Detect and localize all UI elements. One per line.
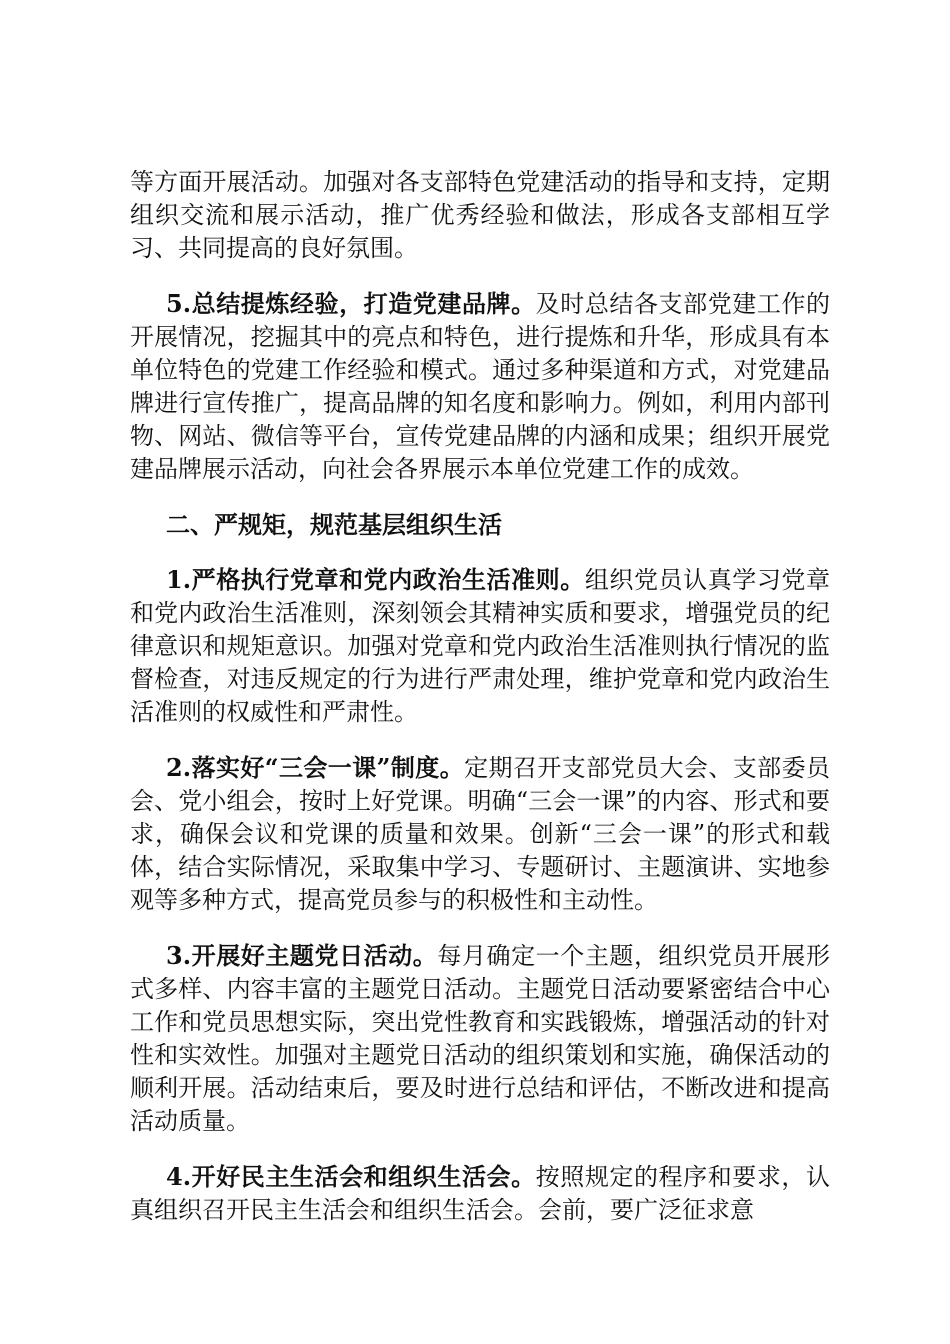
- section-heading: 二、严规矩，规范基层组织生活: [166, 510, 502, 539]
- paragraph-lead: 2.落实好“三会一课”制度。: [166, 753, 465, 782]
- paragraph-text: 定期召开支部党员大会、支部委员会、党小组会，按时上好党课。明确“三会一课”的内容、形式和要求，确保会议和党课的质量和效果。创新“三会一课”的形式和载体，结合实际情况，采取集中学习、专题研讨、主题演讲、实地参观等多种方式，提高党员参与的积极性和主动性。: [130, 754, 830, 914]
- paragraph-text: 及时总结各支部党建工作的开展情况，挖掘其中的亮点和特色，进行提炼和升华，形成具有本单位特色的党建工作经验和模式。通过多种渠道和方式，对党建品牌进行宣传推广，提高品牌的知名度和影响力。例如，利用内部刊物、网站、微信等平台，宣传党建品牌的内涵和成果；组织开展党建品牌展示活动，向社会各界展示本单位党建工作的成效。: [130, 290, 830, 483]
- paragraph-item-2: [130, 751, 830, 917]
- paragraph-lead: 3.开展好主题党日活动。: [166, 941, 438, 970]
- paragraph-item-3: [130, 939, 830, 1138]
- paragraph-text: 按照规定的程序和要求，认真组织召开民主生活会和组织生活会。会前，要广泛征求意: [130, 1163, 830, 1224]
- paragraph-item-4: [130, 1160, 830, 1227]
- paragraph-lead: 5.总结提炼经验，打造党建品牌。: [166, 289, 536, 318]
- paragraph-continued: [130, 166, 830, 265]
- paragraph-lead: 4.开好民主生活会和组织生活会。: [166, 1162, 536, 1191]
- paragraph-lead: 1.严格执行党章和党内政治生活准则。: [166, 565, 585, 594]
- paragraph-text: 组织党员认真学习党章和党内政治生活准则，深刻领会其精神实质和要求，增强党员的纪律意识和规矩意识。加强对党章和党内政治生活准则执行情况的监督检查，对违反规定的行为进行严肃处理，维护党章和党内政治生活准则的权威性和严肃性。: [130, 566, 830, 726]
- paragraph-item-1: [130, 563, 830, 729]
- paragraph-text: 每月确定一个主题，组织党员开展形式多样、内容丰富的主题党日活动。主题党日活动要紧密结合中心工作和党员思想实际，突出党性教育和实践锻炼，增强活动的针对性和实效性。加强对主题党日活动的组织策划和实施，确保活动的顺利开展。活动结束后，要及时进行总结和评估，不断改进和提高活动质量。: [130, 942, 830, 1135]
- paragraph-item-5: [130, 287, 830, 486]
- paragraph-text: 等方面开展活动。加强对各支部特色党建活动的指导和支持，定期组织交流和展示活动，推广优秀经验和做法，形成各支部相互学习、共同提高的良好氛围。: [130, 168, 830, 262]
- document-body: [130, 166, 830, 1249]
